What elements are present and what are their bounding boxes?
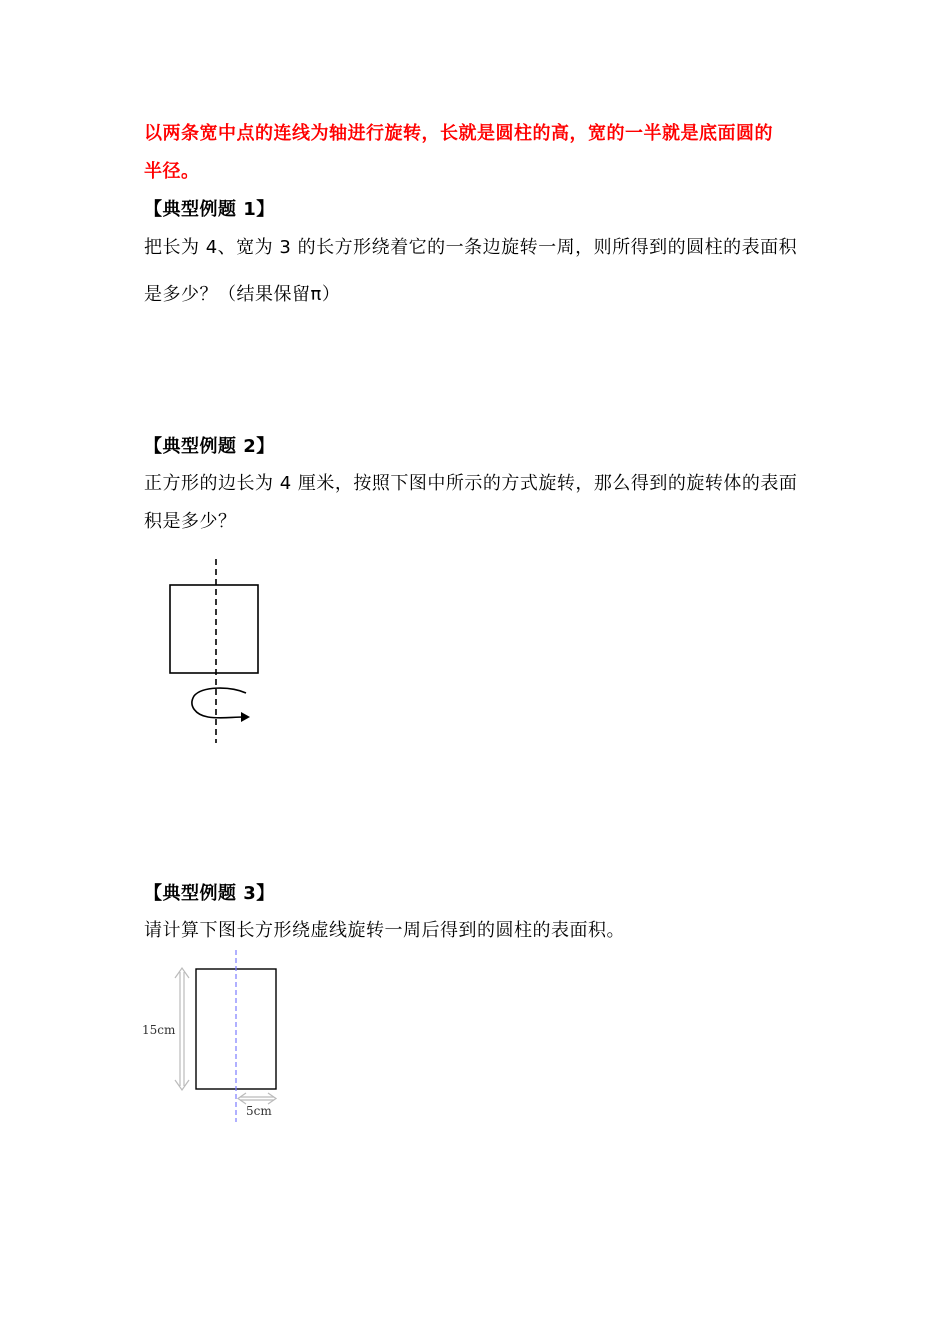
example3-heading: 【典型例题 3】 xyxy=(144,883,275,904)
example1-text-line-2: 是多少？（结果保留π） xyxy=(144,284,341,305)
width-label: 5cm xyxy=(246,1104,272,1118)
height-label: 15cm xyxy=(142,1023,176,1037)
example2-heading: 【典型例题 2】 xyxy=(144,436,275,457)
intro-line-1: 以两条宽中点的连线为轴进行旋转，长就是圆柱的高，宽的一半就是底面圆的 xyxy=(144,123,773,144)
example1-text-line-1: 把长为 4、宽为 3 的长方形绕着它的一条边旋转一周，则所得到的圆柱的表面积 xyxy=(144,237,798,258)
intro-line-2: 半径。 xyxy=(144,161,200,182)
rotation-arrow-icon xyxy=(192,688,250,722)
example3-text-line-1: 请计算下图长方形绕虚线旋转一周后得到的圆柱的表面积。 xyxy=(144,920,625,941)
example2-text-line-2: 积是多少？ xyxy=(144,511,237,532)
example2-text-line-1: 正方形的边长为 4 厘米，按照下图中所示的方式旋转，那么得到的旋转体的表面 xyxy=(144,473,798,494)
example2-figure xyxy=(160,555,280,750)
width-dimension-arrow xyxy=(238,1093,276,1104)
height-dimension-arrow xyxy=(175,968,189,1090)
square-shape xyxy=(170,585,258,673)
example1-heading: 【典型例题 1】 xyxy=(144,199,275,220)
example3-figure xyxy=(138,948,288,1128)
